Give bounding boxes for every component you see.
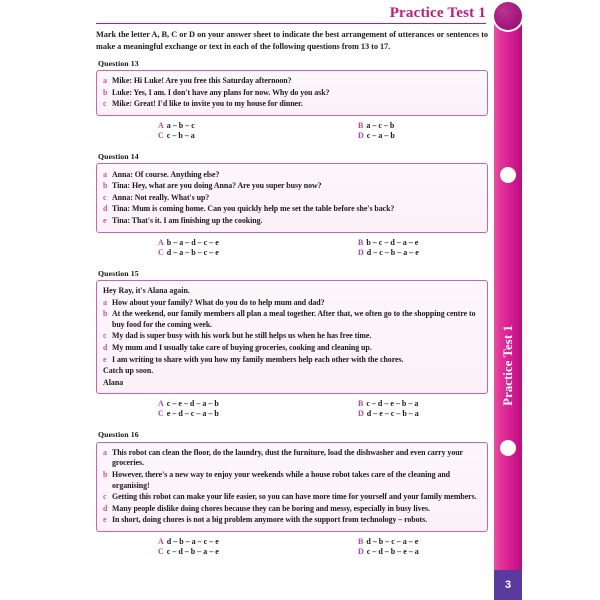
page-header [96, 4, 486, 23]
option-letter: A [158, 237, 164, 247]
instruction-text: Mark the letter A, B, C or D on your answer sheet to indicate the best arrangement of utterances or sentences to make a meaningful exchange or text in each of the following questions from 13 to 17. [96, 30, 488, 51]
page-number-text: 3 [504, 579, 512, 591]
line-letter: c [103, 99, 107, 109]
line-text: This robot can clean the floor, do the laundry, dust the furniture, load the dishwasher and even carry your groceries. [112, 447, 463, 468]
option-letter: B [358, 237, 364, 247]
option-a[interactable] [158, 238, 358, 247]
line-letter: b [103, 470, 108, 480]
line-text: Many people dislike doing chores because they can be boring and messy, especially in busy lives. [112, 503, 430, 513]
option-text: d – b – c – a – e [366, 536, 419, 546]
option-letter: B [358, 399, 364, 409]
option-a[interactable] [158, 121, 358, 130]
sidebar-vertical-label-text: Practice Test 1 [500, 324, 515, 406]
option-c[interactable] [158, 409, 358, 418]
letter-closing: Catch up soon. [103, 366, 154, 376]
page-number-badge [494, 570, 522, 600]
option-letter: A [158, 120, 164, 130]
option-letter: D [358, 247, 364, 257]
line-text: However, there's a new way to enjoy your weekends while a house robot takes care of the cleaning and organising! [112, 470, 451, 490]
question-line [103, 343, 480, 354]
option-text: c – d – b – a – e [166, 546, 219, 556]
line-text: How about your family? What do you do to help mum and dad? [112, 297, 325, 307]
option-text: d – e – c – b – a [366, 409, 419, 419]
question-label-13: Question 13 [98, 58, 139, 68]
sidebar-circle-icon [494, 2, 522, 30]
option-letter: C [158, 247, 164, 257]
option-a[interactable] [158, 399, 358, 408]
options-15 [158, 399, 488, 418]
option-letter: A [158, 399, 164, 409]
question-box-16 [96, 442, 488, 532]
line-letter: c [103, 331, 107, 341]
sidebar-dot-icon-upper [500, 167, 516, 183]
option-b[interactable] [358, 537, 558, 546]
line-text: My mum and I usually take care of buying groceries, cooking and cleaning up. [112, 342, 372, 352]
question-box-15 [96, 280, 488, 394]
line-text: Mike: Hi Luke! Are you free this Saturday afternoon? [112, 76, 292, 86]
line-text: Luke: Yes, I am. I don't have any plans for now. Why do you ask? [112, 87, 330, 97]
letter-opening: Hey Ray, it's Alana again. [103, 286, 190, 296]
line-text: Tina: That's it. I am finishing up the cooking. [112, 215, 263, 225]
line-text: Tina: Hey, what are you doing Anna? Are you super busy now? [112, 181, 322, 191]
option-c[interactable] [158, 547, 358, 556]
line-letter: a [103, 297, 107, 307]
question-line [103, 331, 480, 342]
line-letter: b [103, 87, 108, 97]
main-content [96, 29, 488, 568]
option-letter: D [358, 409, 364, 419]
question-box-14 [96, 163, 488, 232]
page-title: Practice Test 1 [389, 5, 486, 21]
option-d[interactable] [358, 547, 558, 556]
option-c[interactable] [158, 131, 358, 140]
question-line [103, 355, 480, 366]
option-text: b – a – d – c – e [166, 237, 219, 247]
question-line [103, 309, 480, 330]
options-13 [158, 121, 488, 140]
line-letter: a [103, 447, 107, 457]
question-line [103, 298, 480, 309]
line-letter: b [103, 181, 108, 191]
option-letter: A [158, 536, 164, 546]
option-c[interactable] [158, 248, 358, 257]
option-b[interactable] [358, 238, 558, 247]
line-letter: d [103, 342, 108, 352]
option-b[interactable] [358, 121, 558, 130]
question-label-15: Question 15 [98, 268, 139, 278]
line-text: Anna: Not really. What's up? [112, 192, 210, 202]
line-letter: e [103, 354, 107, 364]
option-letter: C [158, 409, 164, 419]
question-line [103, 181, 480, 192]
question-line [103, 76, 480, 87]
option-text: d – b – a – c – e [166, 536, 219, 546]
option-letter: C [158, 130, 164, 140]
line-letter: c [103, 192, 107, 202]
line-text: Getting this robot can make your life easier, so you can have more time for yourself and your family members. [112, 492, 477, 502]
question-line [103, 504, 480, 515]
question-line [103, 216, 480, 227]
question-line [103, 193, 480, 204]
option-text: a – b – c [166, 120, 195, 130]
option-text: c – a – b [366, 130, 395, 140]
option-a[interactable] [158, 537, 358, 546]
options-14 [158, 238, 488, 257]
question-line [103, 204, 480, 215]
option-b[interactable] [358, 399, 558, 408]
header-divider [96, 23, 486, 24]
option-d[interactable] [358, 131, 558, 140]
option-d[interactable] [358, 248, 558, 257]
option-text: d – a – b – c – e [166, 247, 219, 257]
option-text: c – d – b – e – a [366, 546, 419, 556]
line-letter: e [103, 515, 107, 525]
option-letter: C [158, 546, 164, 556]
line-text: I am writing to share with you how my family members help each other with the chores. [112, 354, 404, 364]
question-line [103, 448, 480, 469]
question-label-16: Question 16 [98, 430, 139, 440]
question-line [103, 492, 480, 503]
line-letter: a [103, 169, 107, 179]
line-letter: a [103, 76, 107, 86]
line-text: My dad is super busy with his work but he still helps us when he has free time. [112, 331, 372, 341]
line-letter: b [103, 309, 108, 319]
letter-signature: Alana [103, 377, 124, 387]
option-text: c – d – e – b – a [366, 399, 419, 409]
question-line [103, 88, 480, 99]
option-letter: D [358, 546, 364, 556]
question-box-13 [96, 70, 488, 116]
question-line [103, 170, 480, 181]
line-letter: d [103, 204, 108, 214]
option-text: b – c – d – a – e [366, 237, 419, 247]
question-label-14: Question 14 [98, 151, 139, 161]
line-text: Mike: Great! I'd like to invite you to my house for dinner. [112, 99, 303, 109]
option-letter: D [358, 130, 364, 140]
line-text: At the weekend, our family members all plan a meal together. After that, we often go to the shopping centre to buy food for the coming week. [112, 309, 476, 329]
line-letter: e [103, 215, 107, 225]
option-text: e – d – c – a – b [166, 409, 219, 419]
line-text: In short, doing chores is not a big problem anymore with the support from technology – robots. [112, 515, 428, 525]
question-line [103, 515, 480, 526]
option-text: c – b – a [166, 130, 195, 140]
sidebar-dot-icon-lower [500, 440, 516, 456]
option-letter: B [358, 536, 364, 546]
option-text: d – c – b – a – e [366, 247, 419, 257]
line-text: Tina: Mum is coming home. Can you quickly help me set the table before she's back? [112, 204, 395, 214]
option-d[interactable] [358, 409, 558, 418]
question-line [103, 99, 480, 110]
option-letter: B [358, 120, 364, 130]
option-text: a – c – b [366, 120, 395, 130]
options-16 [158, 537, 488, 556]
line-letter: d [103, 503, 108, 513]
line-letter: c [103, 492, 107, 502]
option-text: c – e – d – a – b [166, 399, 219, 409]
line-text: Anna: Of course. Anything else? [112, 169, 220, 179]
question-line [103, 470, 480, 491]
